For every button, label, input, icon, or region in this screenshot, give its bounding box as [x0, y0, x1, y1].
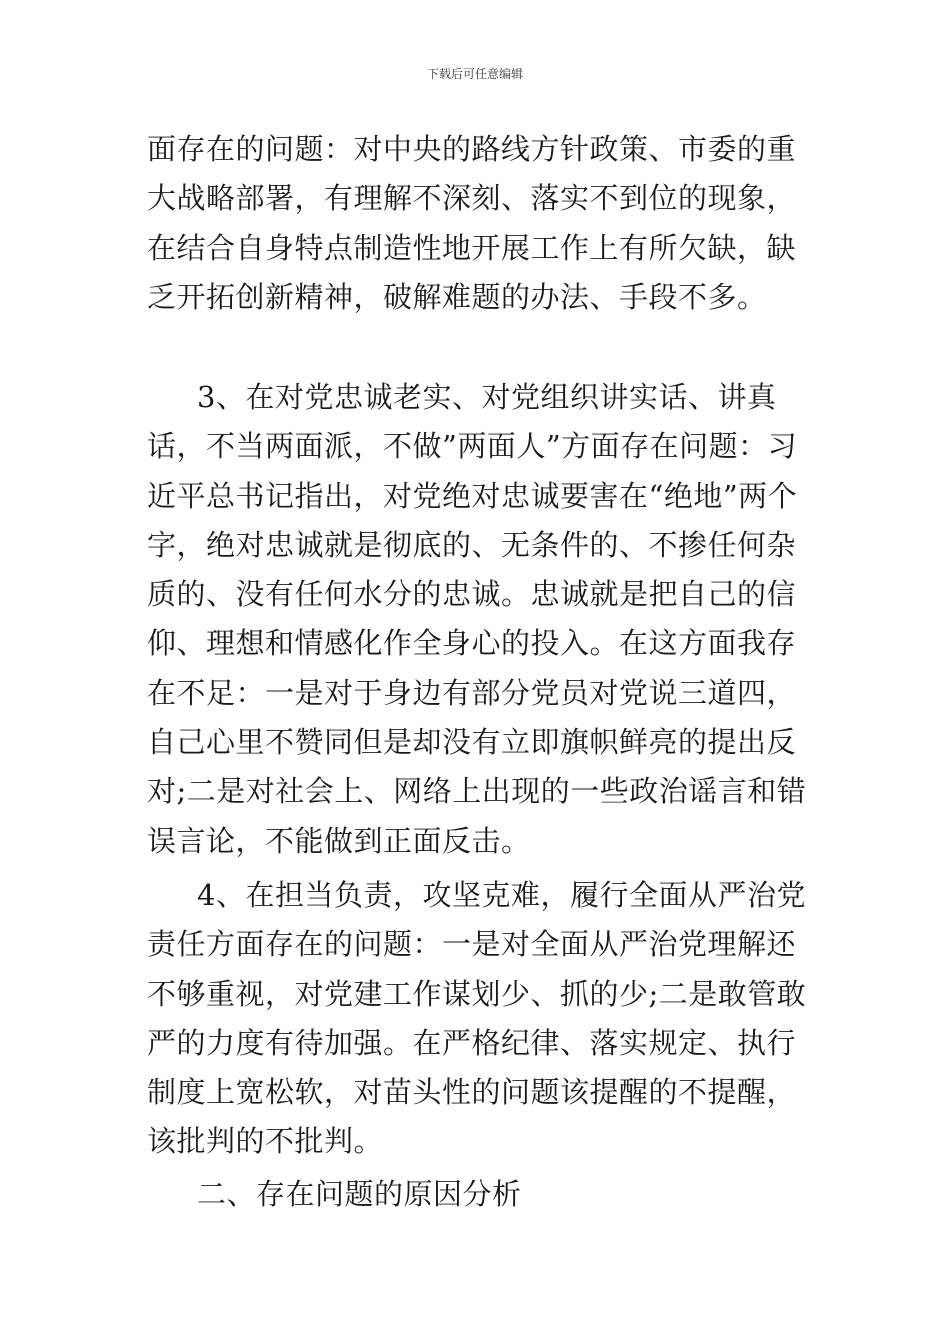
- paragraph-continuation: 面存在的问题：对中央的路线方针政策、市委的重大战略部署，有理解不深刻、落实不到位的现象，在结合自身特点制造性地开展工作上有所欠缺，缺乏开拓创新精神，破解难题的办法、手段不多。: [147, 132, 797, 314]
- page-header: 下载后可任意编辑: [426, 67, 523, 81]
- section-heading: 二、存在问题的原因分析: [197, 1177, 522, 1211]
- paragraph-item-4: 4、在担当负责，攻坚克难，履行全面从严治党责任方面存在的问题：一是对全面从严治党理解还不够重视，对党建工作谋划少、抓的少;二是敢管敢严的力度有待加强。在严格纪律、落实规定、执行制度上宽松软，对苗头性的问题该提醒的不提醒，该批判的不批判。: [147, 878, 807, 1159]
- paragraph-item-3: 3、在对党忠诚老实、对党组织讲实话、讲真话，不当两面派，不做”两面人”方面存在问题：习近平总书记指出，对党绝对忠诚要害在“绝地”两个字，绝对忠诚就是彻底的、无条件的、不掺任何杂质的、没有任何水分的忠诚。忠诚就是把自己的信仰、理想和情感化作全身心的投入。在这方面我存在不足：一是对于身边有部分党员对党说三道四，自己心里不赞同但是却没有立即旗帜鲜亮的提出反对;二是对社会上、网络上出现的一些政治谣言和错误言论，不能做到正面反击。: [147, 380, 807, 858]
